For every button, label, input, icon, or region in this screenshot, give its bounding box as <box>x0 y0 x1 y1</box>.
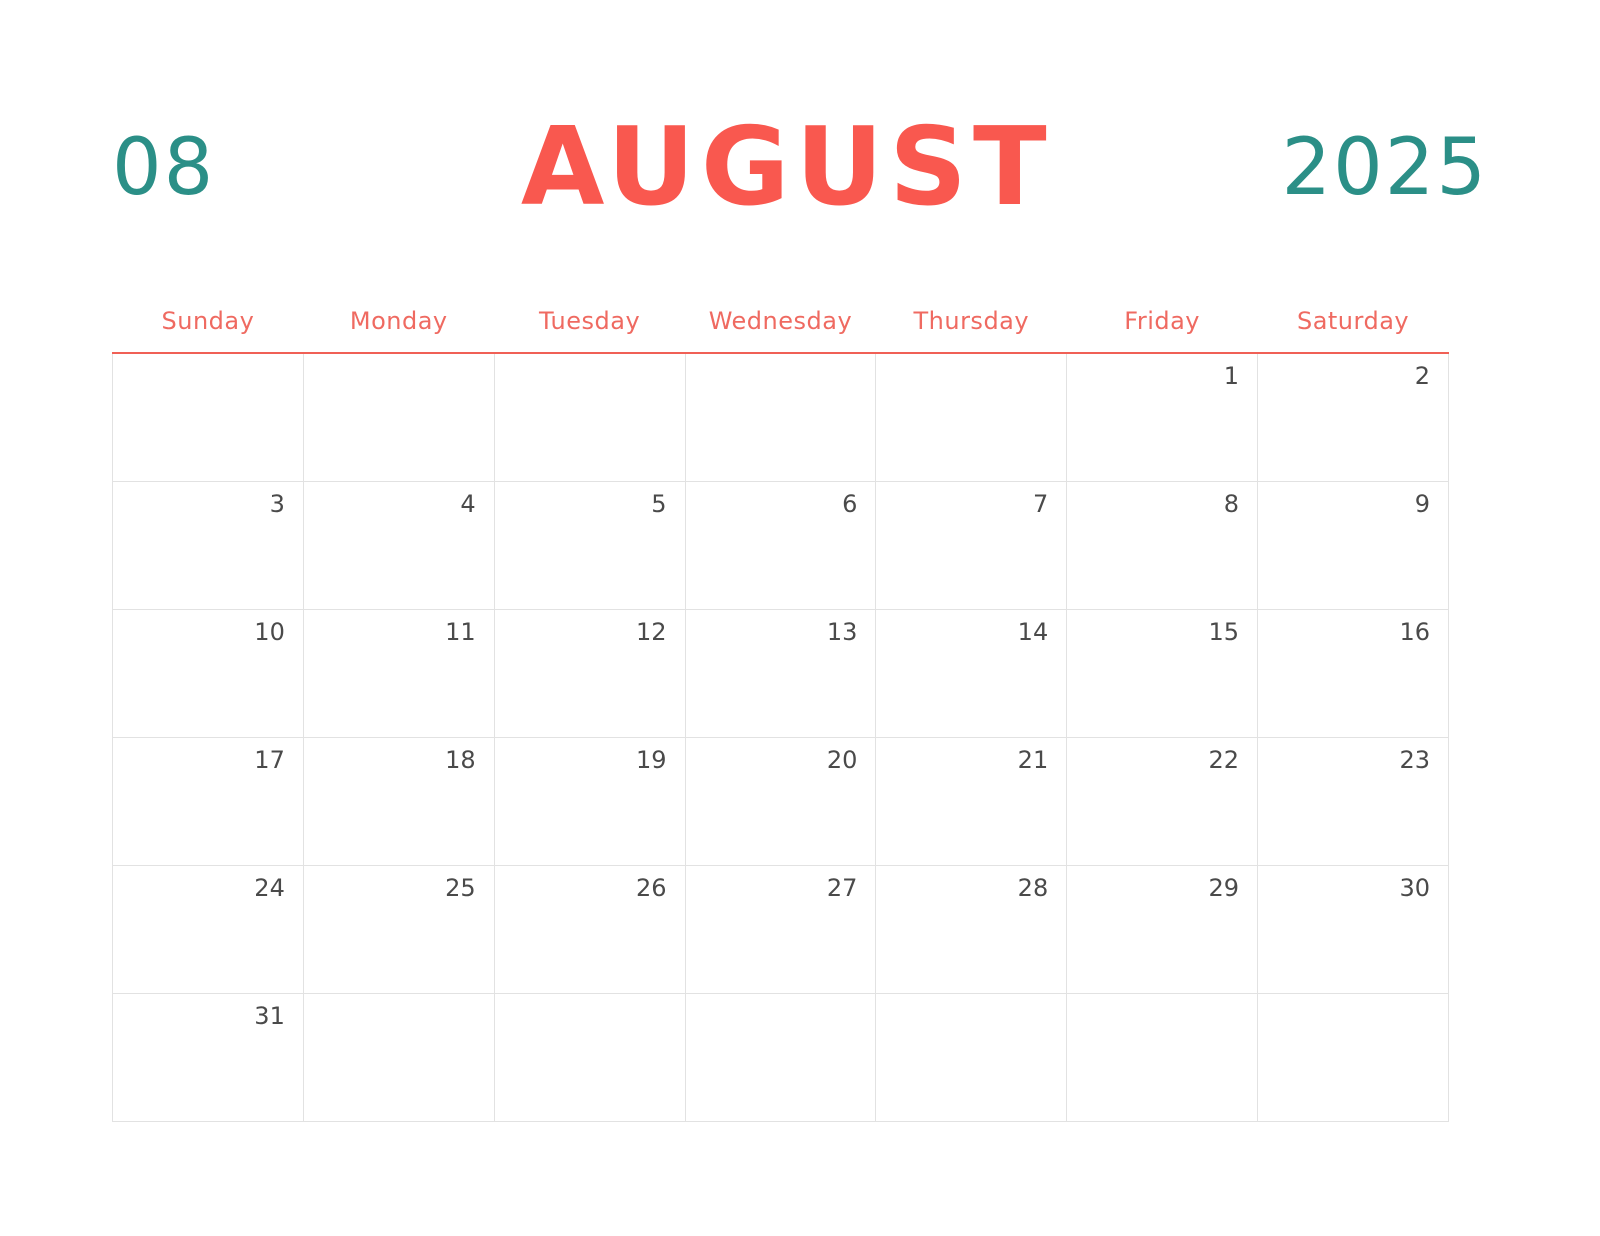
weekday-header-monday: Monday <box>303 290 494 353</box>
day-cell[interactable] <box>876 993 1067 1121</box>
calendar-grid <box>112 290 1449 1122</box>
day-number: 18 <box>445 745 476 774</box>
day-cell[interactable] <box>876 353 1067 481</box>
day-cell[interactable] <box>1258 993 1449 1121</box>
day-number: 30 <box>1399 873 1430 902</box>
day-number: 19 <box>635 745 667 774</box>
day-cell[interactable] <box>113 609 304 737</box>
day-number: 27 <box>826 873 858 902</box>
day-cell[interactable] <box>685 353 876 481</box>
day-cell[interactable] <box>876 737 1067 865</box>
day-number: 16 <box>1399 617 1430 646</box>
day-number: 9 <box>1414 489 1430 518</box>
day-cell[interactable] <box>1258 353 1449 481</box>
day-number: 15 <box>1208 617 1240 646</box>
weekday-header-tuesday: Tuesday <box>494 290 685 353</box>
day-number: 14 <box>1017 617 1049 646</box>
day-number: 21 <box>1017 745 1049 774</box>
day-cell[interactable] <box>1067 609 1258 737</box>
day-number: 6 <box>842 489 858 518</box>
day-cell[interactable] <box>113 353 304 481</box>
day-cell[interactable] <box>1067 993 1258 1121</box>
calendar-week-row <box>113 993 1449 1121</box>
day-number: 4 <box>460 489 476 518</box>
day-cell[interactable] <box>303 609 494 737</box>
day-cell[interactable] <box>303 481 494 609</box>
weekday-header-row <box>113 290 1449 353</box>
weekday-header-thursday: Thursday <box>876 290 1067 353</box>
day-cell[interactable] <box>494 481 685 609</box>
day-number: 12 <box>635 617 667 646</box>
weekday-header-saturday: Saturday <box>1258 290 1449 353</box>
day-cell[interactable] <box>1258 481 1449 609</box>
day-cell[interactable] <box>494 353 685 481</box>
day-cell[interactable] <box>113 993 304 1121</box>
day-cell[interactable] <box>1067 865 1258 993</box>
day-cell[interactable] <box>1258 737 1449 865</box>
day-cell[interactable] <box>685 481 876 609</box>
day-number: 7 <box>1032 489 1049 518</box>
day-number: 28 <box>1017 873 1049 902</box>
year-label: 2025 <box>1281 123 1488 213</box>
day-cell[interactable] <box>876 865 1067 993</box>
day-number: 2 <box>1414 362 1430 390</box>
day-number: 10 <box>254 617 285 646</box>
day-number: 5 <box>651 489 667 518</box>
calendar-week-row <box>113 609 1449 737</box>
day-cell[interactable] <box>1067 737 1258 865</box>
day-number: 13 <box>826 617 858 646</box>
day-cell[interactable] <box>494 993 685 1121</box>
day-number: 3 <box>269 489 285 518</box>
day-cell[interactable] <box>113 737 304 865</box>
day-cell[interactable] <box>113 481 304 609</box>
day-number: 20 <box>826 745 858 774</box>
day-cell[interactable] <box>494 609 685 737</box>
day-number: 24 <box>254 873 285 902</box>
day-number: 25 <box>445 873 476 902</box>
day-number: 29 <box>1208 873 1240 902</box>
day-cell[interactable] <box>1067 353 1258 481</box>
day-cell[interactable] <box>685 865 876 993</box>
day-cell[interactable] <box>303 737 494 865</box>
day-cell[interactable] <box>494 865 685 993</box>
day-cell[interactable] <box>876 609 1067 737</box>
calendar-header <box>0 88 1600 248</box>
day-cell[interactable] <box>685 993 876 1121</box>
day-cell[interactable] <box>1067 481 1258 609</box>
weekday-header-wednesday: Wednesday <box>685 290 876 353</box>
month-number: 08 <box>112 123 216 213</box>
day-cell[interactable] <box>685 609 876 737</box>
day-number: 11 <box>445 617 476 646</box>
day-cell[interactable] <box>303 993 494 1121</box>
month-name-title: AUGUST <box>520 105 1053 230</box>
day-cell[interactable] <box>303 865 494 993</box>
weekday-header-friday: Friday <box>1067 290 1258 353</box>
day-number: 23 <box>1399 745 1430 774</box>
day-cell[interactable] <box>876 481 1067 609</box>
weekday-header-sunday: Sunday <box>113 290 304 353</box>
day-cell[interactable] <box>113 865 304 993</box>
day-number: 8 <box>1223 489 1240 518</box>
calendar-week-row <box>113 481 1449 609</box>
calendar-week-row <box>113 353 1449 481</box>
day-cell[interactable] <box>685 737 876 865</box>
day-number: 17 <box>254 745 285 774</box>
day-cell[interactable] <box>1258 865 1449 993</box>
day-cell[interactable] <box>1258 609 1449 737</box>
calendar-week-row <box>113 865 1449 993</box>
day-number: 1 <box>1223 362 1240 390</box>
day-number: 22 <box>1208 745 1240 774</box>
calendar-week-row <box>113 737 1449 865</box>
day-cell[interactable] <box>494 737 685 865</box>
day-cell[interactable] <box>303 353 494 481</box>
day-number: 31 <box>254 1001 285 1030</box>
day-number: 26 <box>635 873 667 902</box>
